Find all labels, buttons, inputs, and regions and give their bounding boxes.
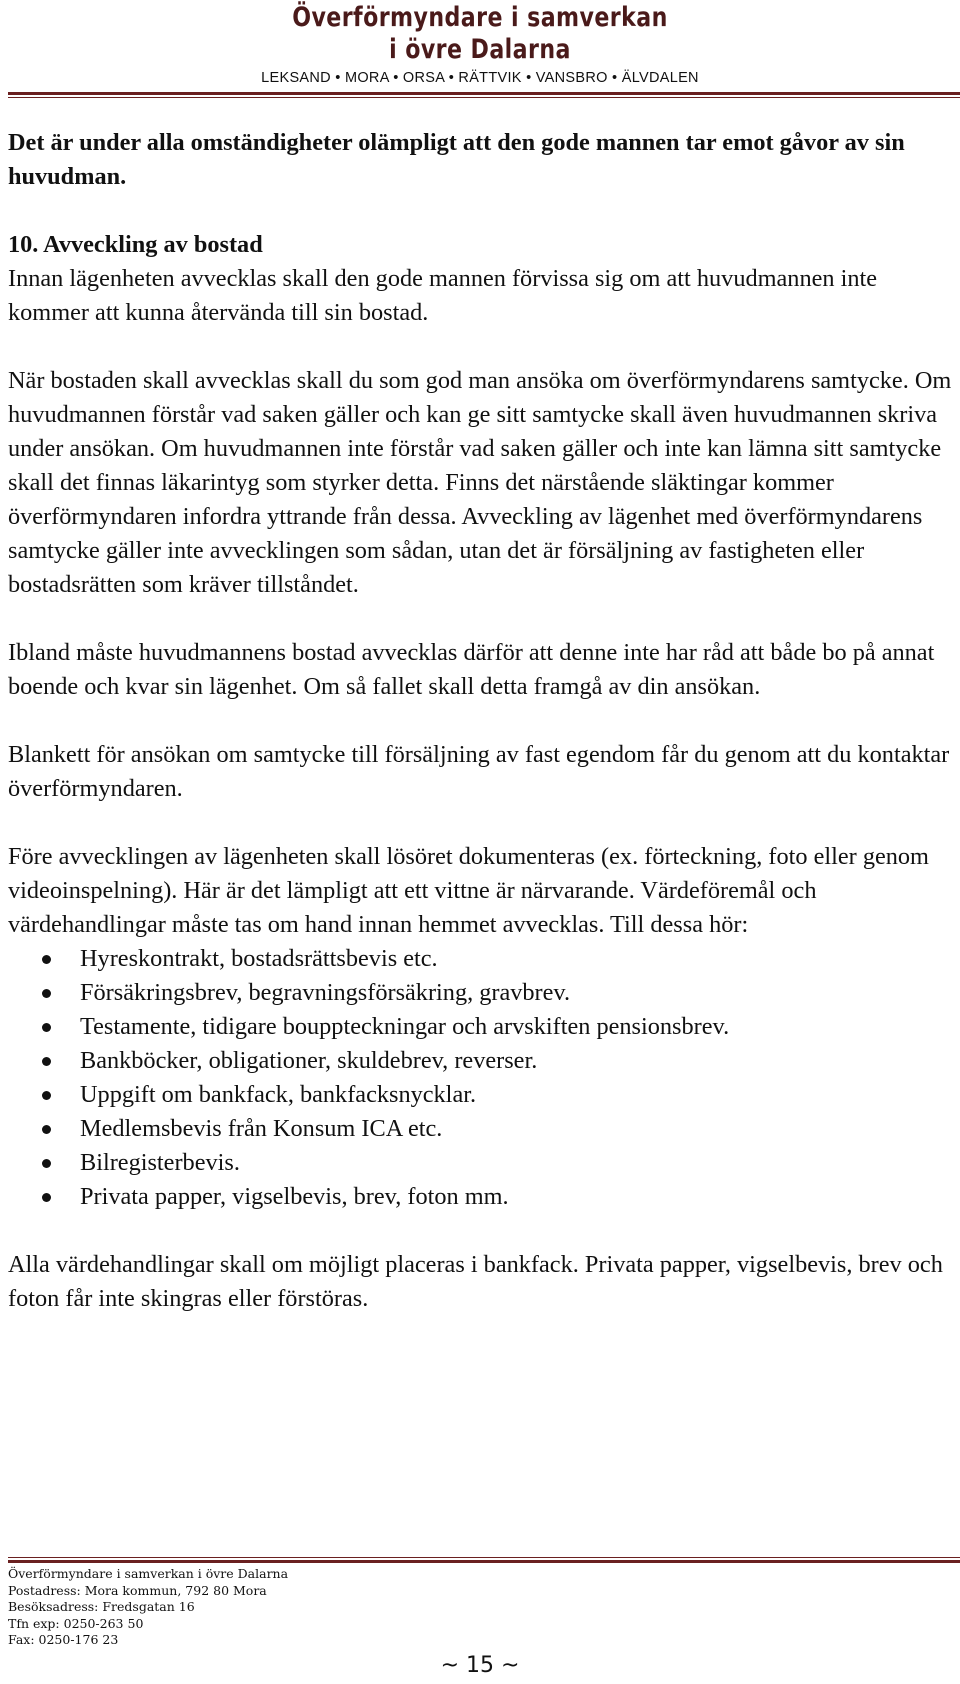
- list-item: Medlemsbevis från Konsum ICA etc.: [8, 1112, 953, 1146]
- list-item: Testamente, tidigare bouppteckningar och arvskiften pensionsbrev.: [8, 1010, 953, 1044]
- header-divider-thin: [8, 97, 960, 98]
- paragraph-2: När bostaden skall avvecklas skall du som god man ansöka om överförmyndarens samtycke. Om huvudmannen förstår vad saken gäller och kan ge sitt samtycke skall även huvudmannen skriva under ansökan. Om huvudmannen inte förstår vad saken gäller och inte kan lämna sitt samtycke skall det finnas läkarintyg som styrker detta. Finns det närstående släktingar kommer överförmyndaren infordra yttrande från dessa. Avveckling av lägenhet med överförmyndarens samtycke gäller inte avvecklingen som sådan, utan det är försäljning av fastigheten eller bostadsrätten som kräver tillståndet.: [8, 367, 952, 598]
- bullet-icon: [42, 1125, 51, 1134]
- valuables-list: [8, 942, 953, 1214]
- footer-visiting-address: Besöksadress: Fredsgatan 16: [8, 1599, 195, 1614]
- intro-statement: Det är under alla omständigheter olämpligt att den gode mannen tar emot gåvor av sin huvudman.: [8, 129, 905, 190]
- list-item: Uppgift om bankfack, bankfacksnycklar.: [8, 1078, 953, 1112]
- paragraph-1: Innan lägenheten avvecklas skall den gode mannen förvissa sig om att huvudmannen inte kommer att kunna återvända till sin bostad.: [8, 265, 878, 326]
- document-body: [8, 126, 953, 1316]
- paragraph-6: Alla värdehandlingar skall om möjligt placeras i bankfack. Privata papper, vigselbevis, brev och foton får inte skingras eller förstöras.: [8, 1251, 943, 1312]
- bullet-icon: [42, 1091, 51, 1100]
- paragraph-5: Före avvecklingen av lägenheten skall lösöret dokumenteras (ex. förteckning, foto eller genom videoinspelning). Här är det lämpligt att ett vittne är närvarande. Värdeföremål och värdehandlingar måste tas om hand innan hemmet avvecklas. Till dessa hör:: [8, 843, 929, 938]
- list-item: Bilregisterbevis.: [8, 1146, 953, 1180]
- bullet-icon: [42, 1023, 51, 1032]
- list-item: Bankböcker, obligationer, skuldebrev, reverser.: [8, 1044, 953, 1078]
- page-footer: [8, 1566, 953, 1649]
- footer-org-name: Överförmyndare i samverkan i övre Dalarna: [8, 1566, 289, 1581]
- bullet-icon: [42, 1193, 51, 1202]
- section-heading: 10. Avveckling av bostad: [8, 231, 263, 258]
- list-item: Privata papper, vigselbevis, brev, foton mm.: [8, 1180, 953, 1214]
- list-item: Försäkringsbrev, begravningsförsäkring, gravbrev.: [8, 976, 953, 1010]
- paragraph-3: Ibland måste huvudmannens bostad avvecklas därför att denne inte har råd att både bo på annat boende och kvar sin lägenhet. Om så fallet skall detta framgå av din ansökan.: [8, 639, 935, 700]
- footer-phone: Tfn exp: 0250-263 50: [8, 1615, 144, 1631]
- org-name-line1: Överförmyndare i samverkan: [292, 2, 668, 33]
- list-item: Hyreskontrakt, bostadsrättsbevis etc.: [8, 942, 953, 976]
- municipality-list: LEKSAND • MORA • ORSA • RÄTTVIK • VANSBRO • ÄLVDALEN: [261, 70, 699, 86]
- page-header: [0, 0, 960, 86]
- paragraph-4: Blankett för ansökan om samtycke till försäljning av fast egendom får du genom att du kontaktar överförmyndaren.: [8, 741, 950, 802]
- footer-postal-address: Postadress: Mora kommun, 792 80 Mora: [8, 1582, 267, 1598]
- bullet-icon: [42, 1057, 51, 1066]
- bullet-icon: [42, 1159, 51, 1168]
- bullet-icon: [42, 955, 51, 964]
- org-name-line2: i övre Dalarna: [389, 34, 571, 65]
- header-divider-thick: [8, 92, 960, 95]
- footer-divider-thin: [8, 1557, 960, 1558]
- bullet-icon: [42, 989, 51, 998]
- page-number: ~ 15 ~: [440, 1653, 520, 1678]
- footer-divider-thick: [8, 1560, 960, 1563]
- footer-fax: Fax: 0250-176 23: [8, 1632, 119, 1647]
